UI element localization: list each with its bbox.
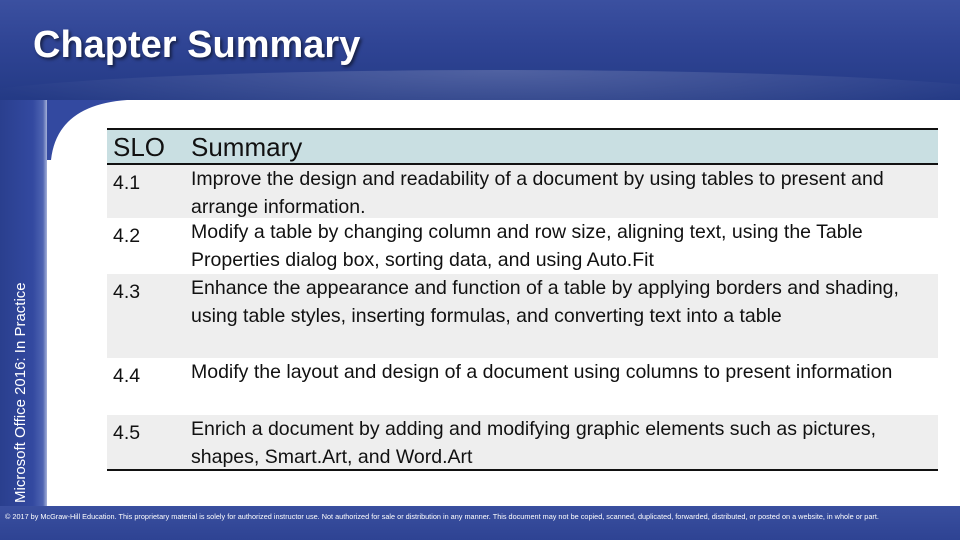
- table-row: [107, 358, 938, 415]
- table-row: [107, 274, 938, 358]
- side-caption: Microsoft Office 2016: In Practice: [12, 282, 29, 503]
- table-row: [107, 415, 938, 471]
- slo-summary: Enhance the appearance and function of a table by applying borders and shading, using table styles, inserting formulas, and converting text into a table: [191, 277, 899, 328]
- header-slo: SLO: [113, 132, 166, 162]
- table-header-row: [107, 128, 938, 165]
- slo-number: 4.4: [113, 365, 141, 387]
- header-summary: Summary: [191, 132, 303, 162]
- title-bar: [0, 0, 960, 100]
- slo-summary: Modify the layout and design of a document using columns to present information: [191, 361, 893, 383]
- title-swoosh: [0, 70, 960, 130]
- slo-number: 4.1: [113, 172, 141, 194]
- footer-bar: [0, 506, 960, 540]
- slo-number: 4.3: [113, 281, 141, 303]
- slo-number: 4.5: [113, 422, 141, 444]
- slo-number: 4.2: [113, 225, 141, 247]
- slo-summary: Enrich a document by adding and modifying graphic elements such as pictures, shapes, Smart.Art, and Word.Art: [191, 418, 877, 469]
- table-row: [107, 165, 938, 218]
- slo-summary: Improve the design and readability of a document by using tables to present and arrange information.: [191, 168, 884, 219]
- summary-table: [107, 128, 938, 471]
- slide-title: Chapter Summary: [33, 24, 361, 66]
- table-row: [107, 218, 938, 274]
- copyright-notice: © 2017 by McGraw-Hill Education. This proprietary material is solely for authorized instructor use. Not authorized for sale or distribution in any manner. This document may not be copied, scanned, duplicated, forwarded, distributed, or posted on a website, in whole or part.: [5, 512, 879, 521]
- slo-summary: Modify a table by changing column and row size, aligning text, using the Table Properties dialog box, sorting data, and using Auto.Fit: [191, 221, 863, 272]
